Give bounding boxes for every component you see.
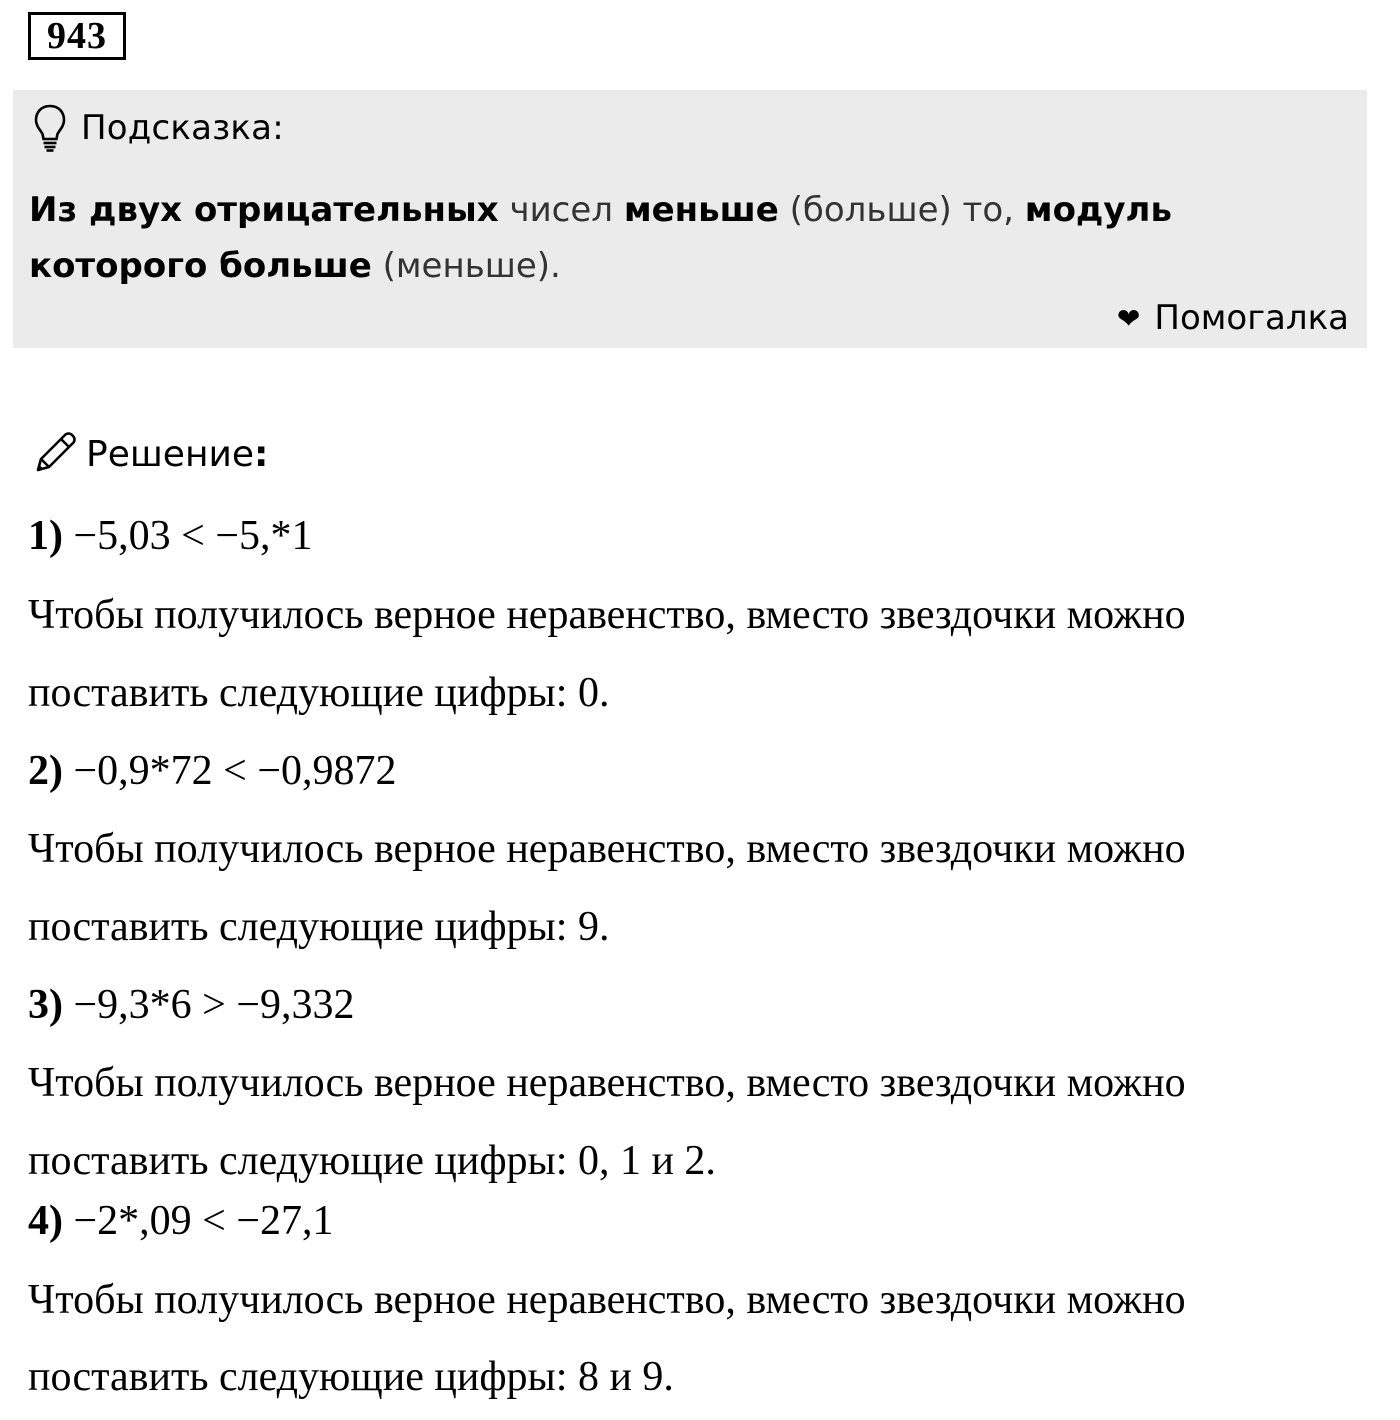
item-number: 3) <box>28 982 63 1028</box>
item-number: 4) <box>28 1198 63 1244</box>
hint-text-part: модуль которого больше <box>29 190 1172 286</box>
hint-text-part: (больше) то, <box>778 190 1025 230</box>
lightbulb-icon <box>33 103 67 153</box>
credit <box>1117 298 1349 338</box>
credit-label: Помогалка <box>1154 298 1349 338</box>
item-expression: −9,3*6 > −9,332 <box>73 982 355 1028</box>
solution-item-3-expression-line <box>28 981 355 1029</box>
solution-item-3-explanation-2: поставить следующие цифры: 0, 1 и 2. <box>28 1138 716 1184</box>
hint-text-part: (меньше). <box>371 246 561 286</box>
solution-item-2-explanation-2: поставить следующие цифры: 9. <box>28 904 610 950</box>
heart-icon: ❤ <box>1116 301 1141 335</box>
solution-item-2-expression-line <box>28 747 397 795</box>
solution-item-4-explanation-2: поставить следующие цифры: 8 и 9. <box>28 1354 674 1400</box>
hint-box <box>13 90 1367 348</box>
solution-item-4-explanation-1: Чтобы получилось верное неравенство, вместо звездочки можно <box>28 1277 1186 1323</box>
solution-title-colon: : <box>254 434 269 475</box>
solution-item-2-explanation-1: Чтобы получилось верное неравенство, вместо звездочки можно <box>28 826 1186 872</box>
solution-item-3-explanation-1: Чтобы получилось верное неравенство, вместо звездочки можно <box>28 1060 1186 1106</box>
hint-text-part: Из двух отрицательных <box>29 190 499 230</box>
solution-item-1-expression-line <box>28 512 313 560</box>
hint-text-part: меньше <box>623 190 779 230</box>
item-number: 2) <box>28 748 63 794</box>
hint-header <box>33 98 284 158</box>
hint-text <box>29 182 1349 294</box>
item-expression: −5,03 < −5,*1 <box>73 513 313 559</box>
solution-title <box>86 434 268 475</box>
pencil-icon <box>32 428 80 481</box>
solution-item-1-explanation-1: Чтобы получилось верное неравенство, вместо звездочки можно <box>28 592 1186 638</box>
item-number: 1) <box>28 513 63 559</box>
solution-item-1-explanation-2: поставить следующие цифры: 0. <box>28 670 610 716</box>
solution-title-text: Решение <box>86 434 255 475</box>
item-expression: −0,9*72 < −0,9872 <box>73 748 397 794</box>
hint-title: Подсказка: <box>81 108 284 148</box>
item-expression: −2*,09 < −27,1 <box>73 1198 334 1244</box>
problem-number: 943 <box>28 12 126 60</box>
solution-item-4-expression-line <box>28 1197 334 1245</box>
hint-text-part: чисел <box>498 190 624 230</box>
solution-header <box>32 428 268 481</box>
